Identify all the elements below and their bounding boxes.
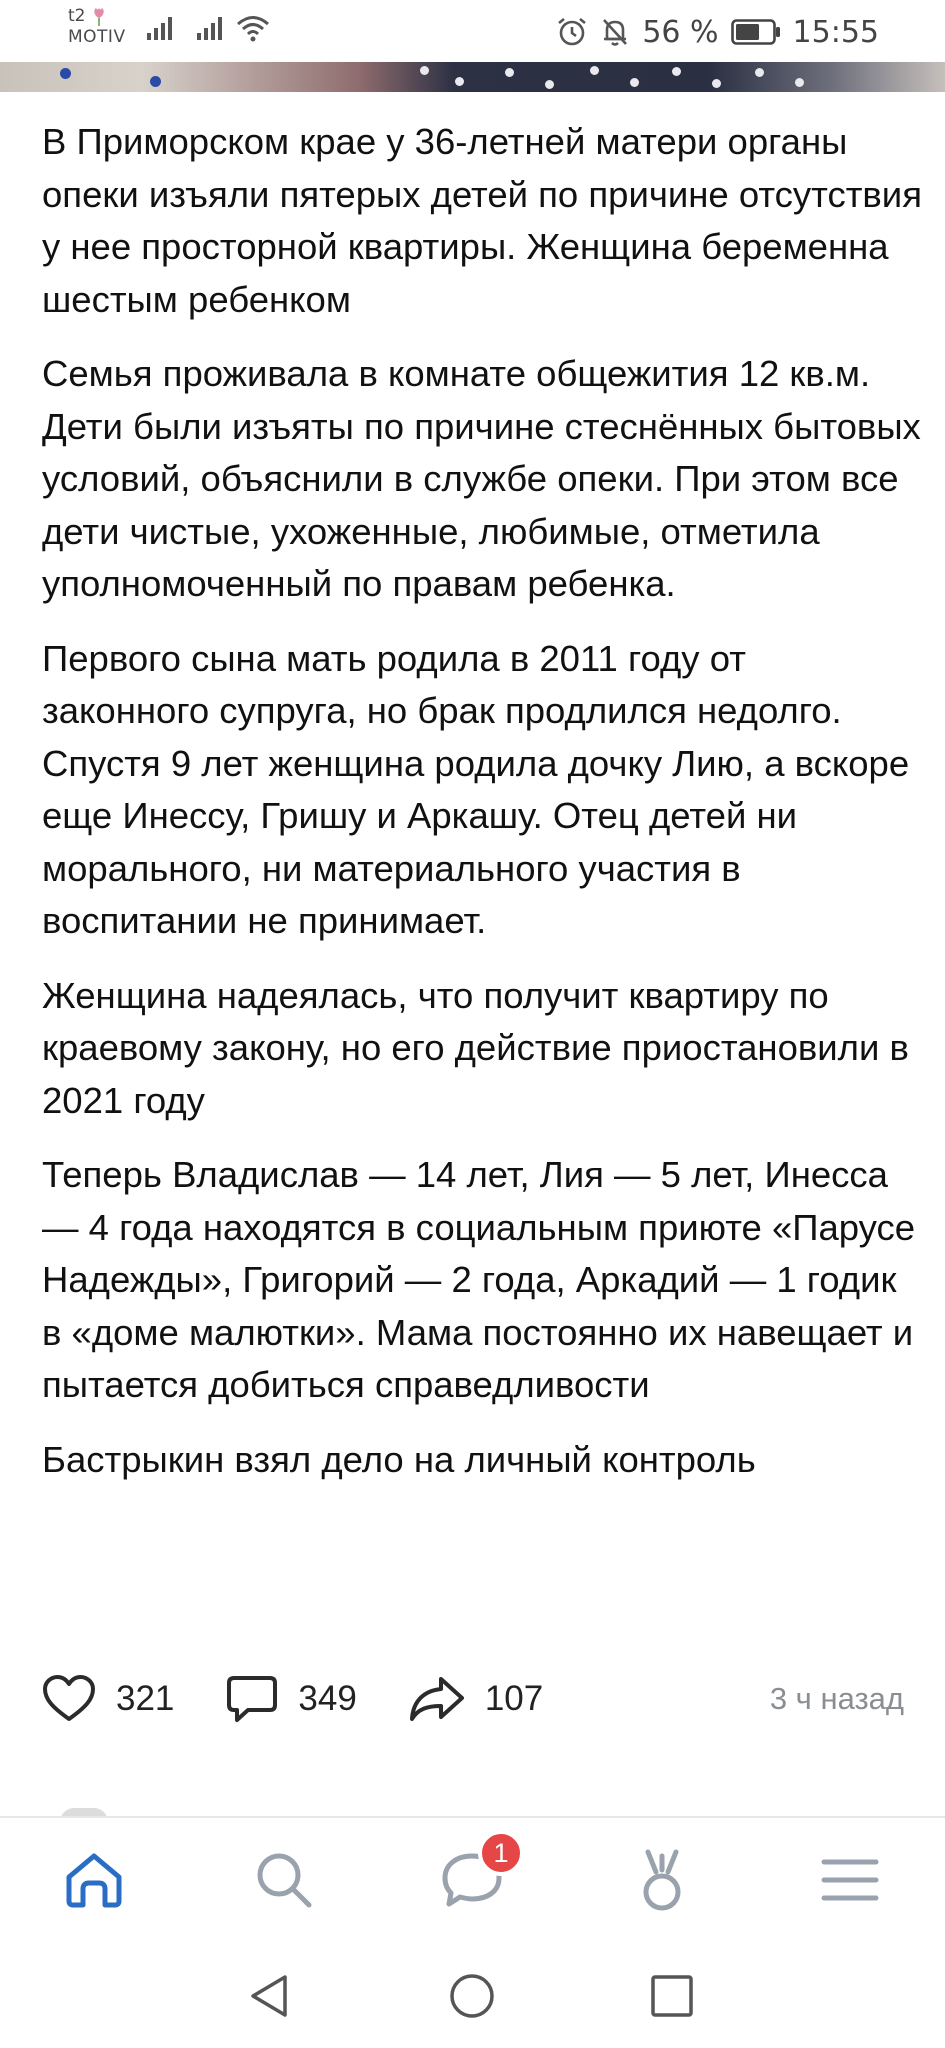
signal-icon <box>146 14 176 42</box>
recents-icon <box>649 1973 695 2019</box>
like-count: 321 <box>116 1679 175 1718</box>
comment-button[interactable] <box>226 1675 356 1723</box>
clock-time: 15:55 <box>792 14 879 50</box>
tab-clips[interactable] <box>624 1842 700 1918</box>
battery-percent: 56 % <box>642 14 719 50</box>
unread-badge: 1 <box>478 1830 524 1876</box>
wifi-icon <box>236 14 270 42</box>
signal-icon <box>196 14 226 42</box>
tab-messages[interactable] <box>434 1837 510 1918</box>
share-count: 107 <box>484 1679 544 1718</box>
status-right-group <box>556 12 879 52</box>
like-button[interactable] <box>42 1675 174 1723</box>
post-photo[interactable] <box>0 62 945 92</box>
comment-icon <box>226 1675 278 1723</box>
post-paragraph: Теперь Владислав — 14 лет, Лия — 5 лет, Инесса — 4 года находятся в социальным приюте «Парусе Надежды», Григорий — 2 года, Аркадий — 1 годик в «доме малютки». Мама постоянно их навещает и пытается добиться справедливости <box>42 1154 916 1405</box>
home-circle-icon <box>448 1972 496 2020</box>
search-icon <box>254 1850 314 1910</box>
carrier-line1: t2 <box>68 6 86 26</box>
carrier-line2: MOTIV <box>68 27 126 47</box>
status-bar <box>0 0 945 62</box>
home-nav-button[interactable] <box>446 1970 498 2022</box>
share-button[interactable] <box>409 1676 543 1722</box>
tab-home[interactable] <box>56 1842 132 1918</box>
system-navigation <box>0 1942 945 2048</box>
post-text <box>42 116 922 1508</box>
post-paragraph: Женщина надеялась, что получит квартиру по краевому закону, но его действие приостановили в 2021 году <box>42 974 909 1121</box>
recents-button[interactable] <box>646 1970 698 2022</box>
alarm-icon <box>556 16 588 48</box>
clips-icon <box>635 1848 689 1912</box>
battery-icon <box>731 19 781 45</box>
tab-menu[interactable] <box>812 1842 888 1918</box>
post-paragraph: Семья проживала в комнате общежития 12 кв.м. Дети были изъяты по причине стеснённых бытовых условий, объяснили в службе опеки. При этом все дети чистые, ухоженные, любимые, отметила уполномоченный по правам ребенка. <box>42 353 921 604</box>
share-icon <box>409 1676 465 1722</box>
back-icon <box>247 1973 293 2019</box>
bell-off-icon <box>600 16 630 48</box>
heart-icon <box>42 1675 96 1723</box>
tab-search[interactable] <box>246 1842 322 1918</box>
post-paragraph: Бастрыкин взял дело на личный контроль <box>42 1438 756 1480</box>
post-time: 3 ч назад <box>769 1681 904 1716</box>
back-button[interactable] <box>244 1970 296 2022</box>
flower-icon <box>92 7 106 27</box>
post-paragraph: В Приморском крае у 36-летней матери органы опеки изъяли пятерых детей по причине отсутствия у нее просторной квартиры. Женщина беременна шестым ребенком <box>42 121 922 320</box>
comment-count: 349 <box>298 1679 357 1718</box>
home-icon <box>63 1851 125 1909</box>
menu-icon <box>821 1857 879 1903</box>
post-paragraph: Первого сына мать родила в 2011 году от законного супруга, но брак продлился недолго. Спустя 9 лет женщина родила дочку Лию, а вскоре еще Инессу, Гришу и Аркашу. Отец детей ни морального, ни материального участия в воспитании не принимает. <box>42 637 910 941</box>
post-actions <box>42 1666 904 1732</box>
bottom-tab-bar <box>0 1818 945 1942</box>
